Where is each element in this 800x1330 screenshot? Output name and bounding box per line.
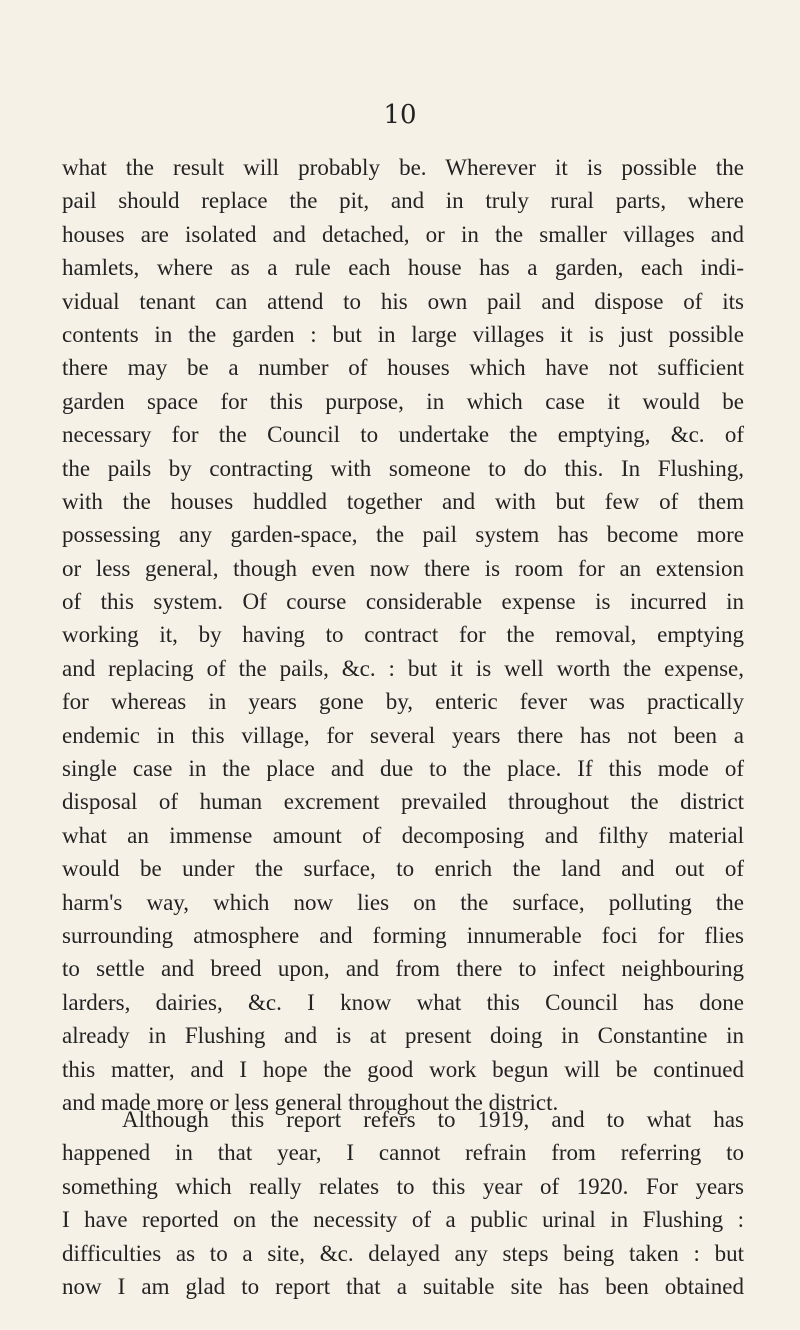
text-line: difficulties as to a site, &c. delayed any steps being taken : but (62, 1240, 744, 1266)
text-line: and made more or less general throughout the district. (62, 1089, 559, 1115)
text-line: necessary for the Council to undertake the emptying, &c. of (62, 422, 744, 448)
text-line: garden space for this purpose, in which case it would be (62, 388, 744, 414)
text-line: larders, dairies, &c. I know what this Council has done (62, 989, 744, 1015)
text-line: hamlets, where as a rule each house has a garden, each indi- (62, 255, 744, 281)
text-line: working it, by having to contract for the removal, emptying (62, 622, 744, 648)
text-line: pail should replace the pit, and in truly rural parts, where (62, 188, 744, 214)
text-line: what the result will probably be. Wherever it is possible the (62, 155, 744, 180)
text-line: there may be a number of houses which have not sufficient (62, 355, 744, 381)
text-line: surrounding atmosphere and forming innumerable foci for flies (62, 922, 744, 948)
paragraph-2 (62, 1103, 744, 1303)
text-line: single case in the place and due to the place. If this mode of (62, 756, 744, 782)
page-number: 10 (383, 100, 417, 130)
text-line: and replacing of the pails, &c. : but it is well worth the expense, (62, 655, 744, 681)
text-line: of this system. Of course considerable expense is incurred in (62, 589, 744, 615)
text-line: or less general, though even now there is room for an extension (62, 555, 744, 581)
text-line: what an immense amount of decomposing and filthy material (62, 822, 744, 848)
text-line: vidual tenant can attend to his own pail and dispose of its (62, 288, 744, 314)
text-line: already in Flushing and is at present doing in Constantine in (62, 1023, 744, 1049)
text-line: the pails by contracting with someone to do this. In Flushing, (62, 455, 744, 481)
text-line: this matter, and I hope the good work begun will be continued (62, 1056, 744, 1082)
text-line: houses are isolated and detached, or in the smaller villages and (62, 221, 744, 247)
text-line: with the houses huddled together and with but few of them (62, 488, 744, 514)
text-line: to settle and breed upon, and from there to infect neighbouring (62, 956, 744, 982)
text-line: happened in that year, I cannot refrain from referring to (62, 1140, 744, 1166)
text-line: Although this report refers to 1919, and to what has (122, 1107, 744, 1132)
text-line: possessing any garden-space, the pail system has become more (62, 522, 744, 548)
text-line: I have reported on the necessity of a public urinal in Flushing : (62, 1207, 744, 1233)
text-line: now I am glad to report that a suitable site has been obtained (62, 1273, 744, 1299)
text-line: something which really relates to this year of 1920. For years (62, 1173, 744, 1199)
text-line: contents in the garden : but in large villages it is just possible (62, 321, 744, 347)
text-line: for whereas in years gone by, enteric fever was practically (62, 689, 744, 715)
paragraph-1 (62, 151, 744, 1119)
text-line: harm's way, which now lies on the surface, polluting the (62, 889, 744, 915)
text-line: disposal of human excrement prevailed throughout the district (62, 789, 744, 815)
text-line: endemic in this village, for several years there has not been a (62, 722, 744, 748)
text-line: would be under the surface, to enrich the land and out of (62, 856, 744, 882)
